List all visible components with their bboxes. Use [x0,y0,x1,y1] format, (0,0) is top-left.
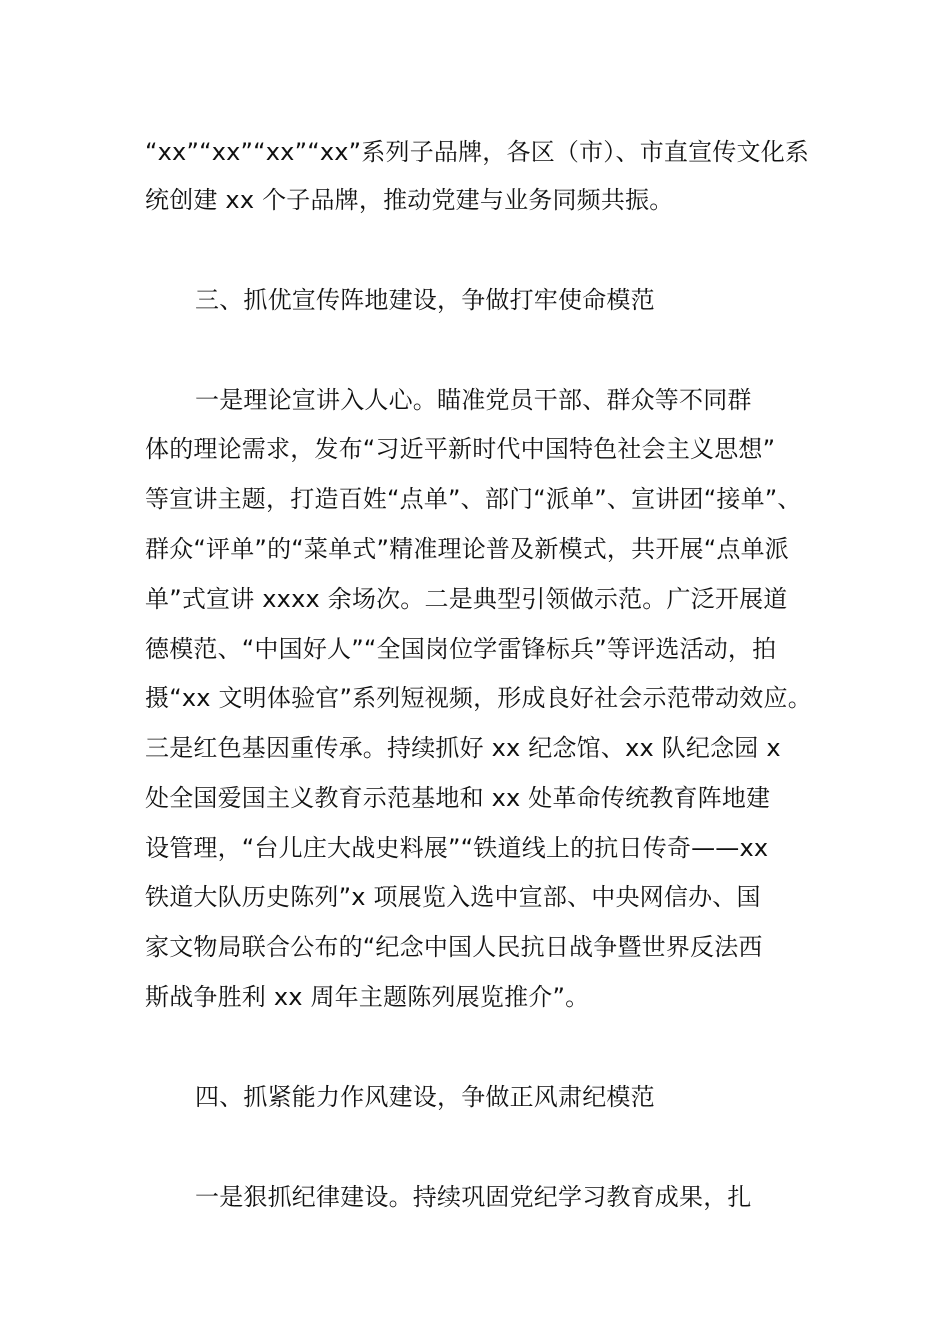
text-line: 处全国爱国主义教育示范基地和 xx 处革命传统教育阵地建 [145,784,771,812]
text-line: 德模范、“中国好人”“全国岗位学雷锋标兵”等评选活动，拍 [145,635,777,663]
text-line: 群众“评单”的“菜单式”精准理论普及新模式，共开展“点单派 [145,535,789,563]
text-line: 体的理论需求，发布“习近平新时代中国特色社会主义思想” [145,435,776,463]
text-line: 斯战争胜利 xx 周年主题陈列展览推介”。 [145,983,590,1011]
section-heading: 四、抓紧能力作风建设，争做正风肃纪模范 [195,1083,655,1111]
text-line: 摄“xx 文明体验官”系列短视频，形成良好社会示范带动效应。 [145,684,812,712]
text-line: 一是狠抓纪律建设。持续巩固党纪学习教育成果，扎 [195,1183,752,1211]
text-line: 等宣讲主题，打造百姓“点单”、部门“派单”、宣讲团“接单”、 [145,485,802,513]
text-line: 铁道大队历史陈列”x 项展览入选中宣部、中央网信办、国 [145,883,761,911]
text-line: 单”式宣讲 xxxx 余场次。二是典型引领做示范。广泛开展道 [145,585,788,613]
text-line: “xx”“xx”“xx”“xx”系列子品牌，各区（市）、市直宣传文化系 [145,138,810,166]
text-line: 统创建 xx 个子品牌，推动党建与业务同频共振。 [145,186,674,214]
text-line: 一是理论宣讲入人心。瞄准党员干部、群众等不同群 [195,386,752,414]
section-heading: 三、抓优宣传阵地建设，争做打牢使命模范 [195,286,655,314]
text-line: 家文物局联合公布的“纪念中国人民抗日战争暨世界反法西 [145,933,763,961]
text-line: 三是红色基因重传承。持续抓好 xx 纪念馆、xx 队纪念园 x [145,734,781,762]
text-line: 设管理，“台儿庄大战史料展”“铁道线上的抗日传奇——xx [145,834,769,862]
